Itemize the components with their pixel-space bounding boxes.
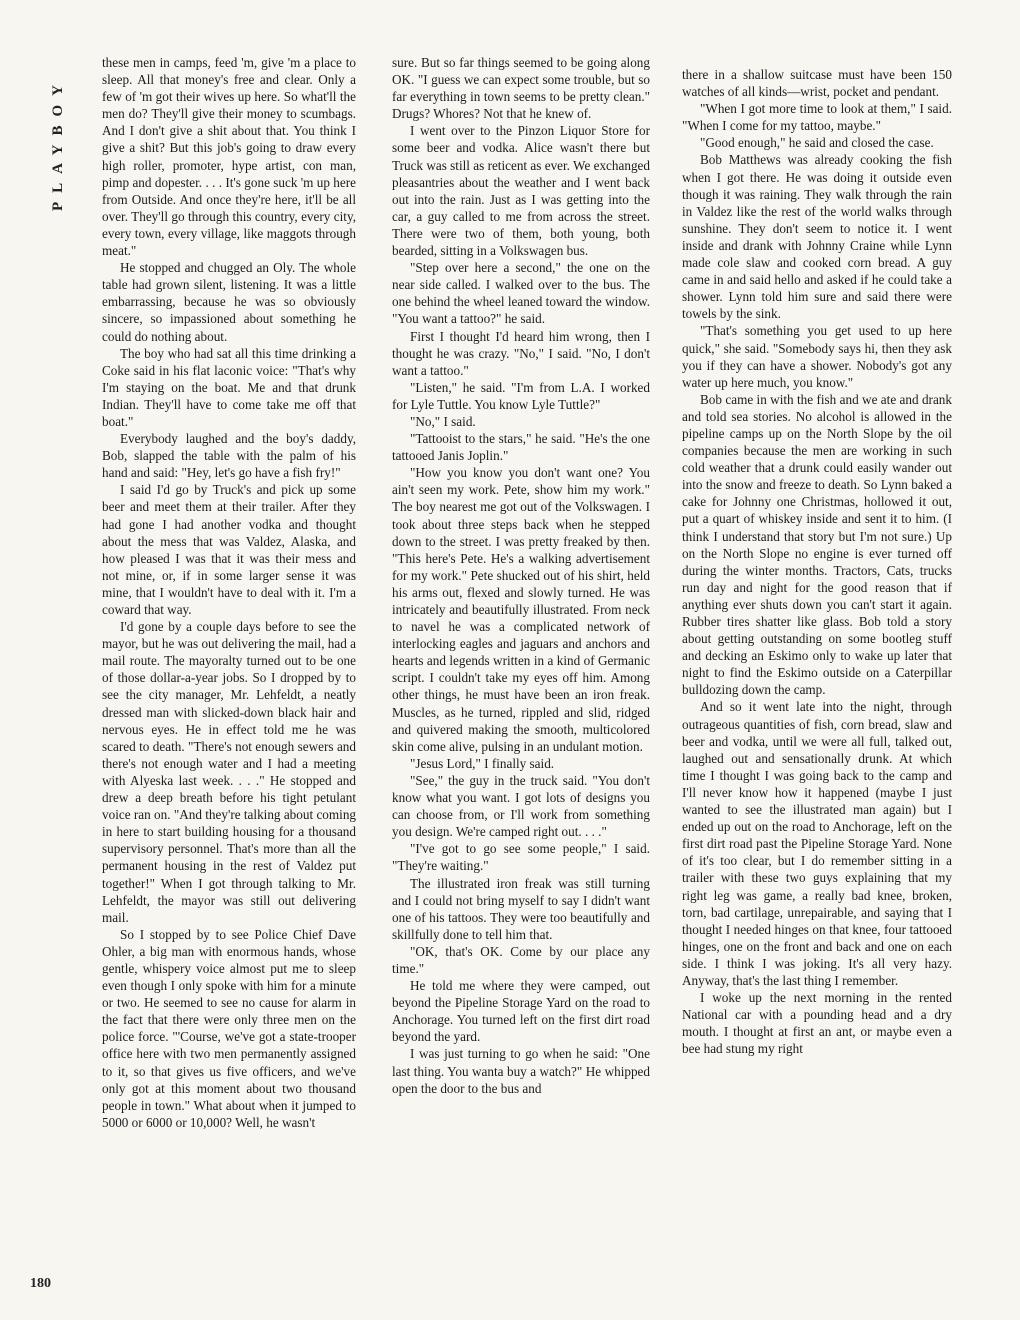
paragraph: "I've got to go see some people," I said. "They're waiting." xyxy=(392,841,650,874)
paragraph: these men in camps, feed 'm, give 'm a place to sleep. All that money's free and clear. Only a few of 'm got their wives up here. So what'll the men do? They'll give their money to scumbags. And I don't give a shit about that. You think I give a shit? But this job's going to draw every high roller, promoter, hype artist, con man, pimp and dopester. . . . It's gone suck 'm up here from Outside. And once they're here, it'll be all over. They'll go through this country, every city, every town, every village, like maggots through meat." xyxy=(102,55,356,259)
paragraph: "Good enough," he said and closed the case. xyxy=(700,135,934,151)
paragraph: I said I'd go by Truck's and pick up some beer and meet them at their trailer. After they had gone I had another vodka and thought about the mess that was Valdez, Alaska, and how pleased I was that it was their mess and not mine, or, if in some larger sense it was mine, that I wouldn't have to deal with it. I'm a coward that way. xyxy=(102,482,356,617)
paragraph: there in a shallow suitcase must have been 150 watches of all kinds—wrist, pocket and pendant. xyxy=(682,67,952,100)
paragraph: First I thought I'd heard him wrong, then I thought he was crazy. "No," I said. "No, I don't want a tattoo." xyxy=(392,328,650,378)
text-column-3 xyxy=(682,66,952,1057)
paragraph: "How you know you don't want one? You ain't seen my work. Pete, show him my work." The boy nearest me got out of the Volkswagen. I took about three steps back when he stepped down to the street. I was pretty freaked by then. "This here's Pete. He's a walking advertisement for my work." Pete shucked out of his shirt, held his arms out, flexed and slowly turned. He was intricately and beautifully illustrated. From neck to navel he was a complicated network of interlocking eagles and jaguars and anchors and hearts and legends written in a kind of Germanic script. I couldn't take my eyes off him. Among other things, he must have been an iron freak. Muscles, as he turned, rippled and slid, ridged and quivered making the smooth, multicolored skin come alive, pulsing in an undulant motion. xyxy=(392,465,650,754)
paragraph: Bob Matthews was already cooking the fish when I got there. He was doing it outside even though it was raining. They walk through the rain in Valdez like the rest of the world walks through sunshine. They don't seem to notice it. I went inside and drank with Johnny Craine while Lynn made cole slaw and cooked corn bread. A guy came in and said hello and asked if he could take a shower. Lynn told him sure and said there were towels by the sink. xyxy=(682,152,952,322)
paragraph: So I stopped by to see Police Chief Dave Ohler, a big man with enormous hands, whose gentle, whispery voice almost put me to sleep even though I only spoke with him for a minute or two. He seemed to see no cause for alarm in the fact that there were only three men on the police force. "'Course, we've got a state-trooper office here with two men permanently assigned to it, so that gives us five officers, and we've only got at this moment about two thousand people in town." What about when it jumped to 5000 or 6000 or 10,000? Well, he wasn't xyxy=(102,926,356,1130)
paragraph: I was just turning to go when he said: "One last thing. You wanta buy a watch?" He whipped open the door to the bus and xyxy=(392,1046,650,1096)
paragraph: "Step over here a second," the one on the near side called. I walked over to the bus. The one behind the wheel leaned toward the window. "You want a tattoo?" he said. xyxy=(392,260,650,327)
paragraph: The boy who had sat all this time drinking a Coke said in his flat laconic voice: "That's why I'm staying on the boat. Me and that drunk Indian. They'll have to come take me off that boat." xyxy=(102,345,356,429)
paragraph: I went over to the Pinzon Liquor Store for some beer and vodka. Alice wasn't there but Truck was still as reticent as ever. We exchanged pleasantries about the weather and I went back out into the rain. Just as I was getting into the car, a guy called to me from across the street. There were two of them, both young, both bearded, sitting in a Volkswagen bus. xyxy=(392,123,650,259)
paragraph: "No," I said. xyxy=(410,413,476,429)
paragraph: "Tattooist to the stars," he said. "He's the one tattooed Janis Joplin." xyxy=(392,431,650,464)
masthead: PLAYBOY xyxy=(50,76,66,212)
paragraph: "See," the guy in the truck said. "You don't know what you want. I got lots of designs you can choose from, or I'll work from something you design. We're camped right out. . . ." xyxy=(392,772,650,840)
paragraph: "OK, that's OK. Come by our place any time." xyxy=(392,943,650,976)
text-column-1 xyxy=(102,54,356,1131)
paragraph: sure. But so far things seemed to be going along OK. "I guess we can expect some trouble, but so far everything in town seems to be pretty clean." Drugs? Whores? Not that he knew of. xyxy=(392,55,650,122)
paragraph: He stopped and chugged an Oly. The whole table had grown silent, listening. It was a little embarrassing, because he was so obviously sincere, so impassioned about something he could do nothing about. xyxy=(102,260,356,344)
paragraph: "Jesus Lord," I finally said. xyxy=(410,755,555,771)
paragraph: "When I got more time to look at them," I said. "When I come for my tattoo, maybe." xyxy=(682,101,952,134)
paragraph: He told me where they were camped, out beyond the Pipeline Storage Yard on the road to Anchorage. You turned left on the first dirt road beyond the yard. xyxy=(392,978,650,1045)
paragraph: And so it went late into the night, through outrageous quantities of fish, corn bread, slaw and beer and vodka, until we were all full, talked out, laughed out and sensationally drunk. At which time I thought I was going back to the camp and I'll never know how it happened (maybe I just wanted to see the illustrated man again) but I ended up out on the road to Anchorage, left on the first dirt road past the Pipeline Storage Yard. None of it's too clear, but I do remember sitting in a trailer with these two guys explaining that my right leg was game, a really bad knee, broken, torn, bad cartilage, unrepairable, and saying that I thought I needed hinges on that knee, four tattooed hinges, one on the front and back and one on each side. I think I was joking. It's all very hazy. Anyway, that's the last thing I remember. xyxy=(682,699,952,988)
paragraph: Everybody laughed and the boy's daddy, Bob, slapped the table with the palm of his hand and said: "Hey, let's go have a fish fry!" xyxy=(102,431,356,481)
paragraph: I woke up the next morning in the rented National car with a pounding head and a dry mouth. I thought at first an ant, or maybe even a bee had stung my right xyxy=(682,990,952,1057)
paragraph: "Listen," he said. "I'm from L.A. I worked for Lyle Tuttle. You know Lyle Tuttle?" xyxy=(392,379,650,412)
paragraph: The illustrated iron freak was still turning and I could not bring myself to say I didn't want one of his tattoos. They were too beautifully and skillfully done to tell him that. xyxy=(392,875,650,942)
paragraph: "That's something you get used to up here quick," she said. "Somebody says hi, then they ask you if they can have a shower. Nobody's got any water up here much, you know." xyxy=(682,323,952,390)
paragraph: Bob came in with the fish and we ate and drank and told sea stories. No alcohol is allowed in the pipeline camps up on the North Slope by the oil companies because the men are working in such cold weather that a drunk could easily wander out into the snow and freeze to death. So Lynn baked a cake for Johnny one Christmas, hollowed it out, put a quart of whiskey inside and sent it to him. (I think I understand that story but I'm not sure.) Up on the North Slope no engine is ever turned off during the winter months. Tractors, Cats, trucks run day and night for the good reason that if anything ever shuts down you can't start it again. Rubber tires shatter like glass. Bob told a story about getting outstanding on some bootleg stuff and decking an Eskimo only to wake up later that night to find the Eskimo outside on a Caterpillar bulldozing down the camp. xyxy=(682,391,952,698)
text-column-2 xyxy=(392,54,650,1097)
page-number: 180 xyxy=(30,1276,51,1291)
paragraph: I'd gone by a couple days before to see the mayor, but he was out delivering the mail, had a mail route. The mayoralty turned out to be one of those dollar-a-year jobs. So I dropped by to see the city manager, Mr. Lehfeldt, a neatly dressed man with slicked-down black hair and nervous eyes. He in effect told me he was scared to death. "There's not enough sewers and there's not enough water and I had a meeting with Alyeska last week. . . ." He stopped and drew a deep breath before his tight petulant voice ran on. "And they're talking about coming in here to start building housing for a thousand supervisory personnel. That's more than all the permanent housing in the rest of Valdez put together!" When I got through talking to Mr. Lehfeldt, the mayor was still out delivering mail. xyxy=(102,619,356,925)
